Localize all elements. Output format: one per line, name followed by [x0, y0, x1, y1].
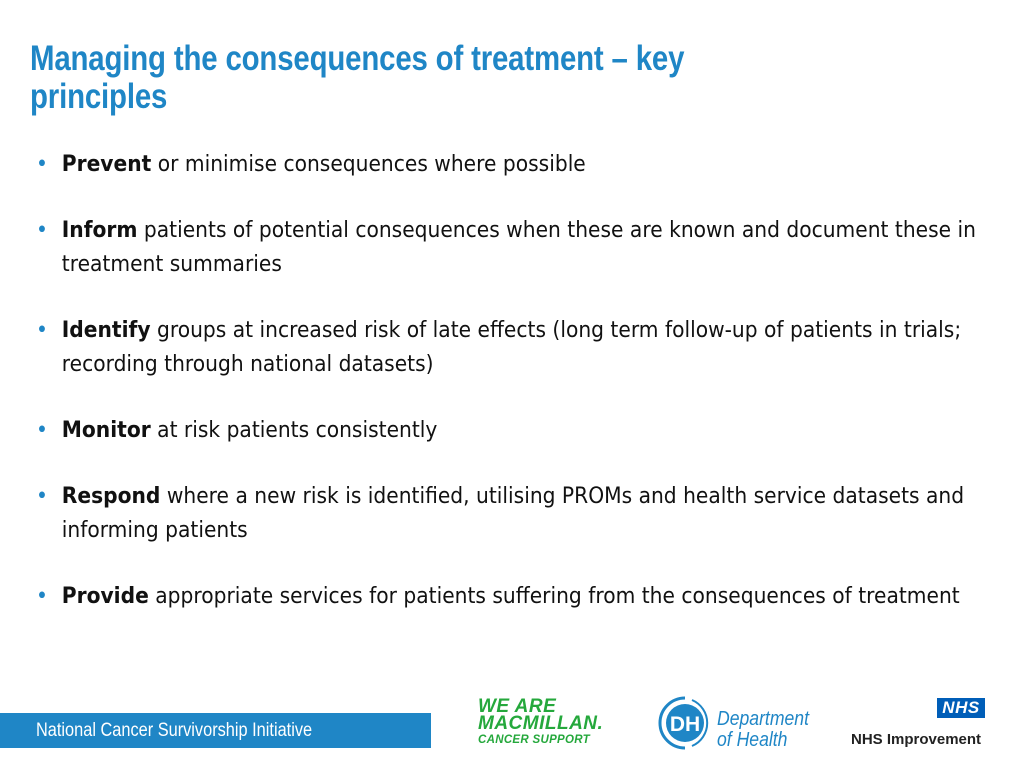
bullet-keyword: Prevent — [61, 152, 152, 177]
bullet-dot: • — [36, 418, 48, 443]
bullet-text: or minimise consequences where possible — [151, 152, 586, 177]
macmillan-logo-line3: CANCER SUPPORT — [478, 734, 590, 746]
bullet-keyword: Monitor — [61, 418, 151, 443]
nhs-improvement-label: NHS Improvement — [851, 731, 982, 748]
bullet-prevent — [36, 148, 1024, 182]
bullet-text: groups at increased risk of late effects (long term follow-up of patients in trials; recording through national datasets) — [61, 318, 962, 377]
bullet-dot: • — [36, 318, 48, 343]
bullet-text: at risk patients consistently — [150, 418, 438, 443]
dh-wordmark — [717, 709, 809, 751]
macmillan-logo-line2: MACMILLAN. — [478, 713, 604, 734]
bullet-inform — [36, 214, 1024, 282]
bullet-keyword: Respond — [61, 484, 161, 509]
bullet-text: where a new risk is identified, utilising PROMs and health service datasets and informing patients — [61, 484, 965, 543]
slide-title: Managing the consequences of treatment – key principles — [30, 39, 685, 116]
dh-crest-icon — [654, 694, 716, 752]
bullet-text: patients of potential consequences when these are known and document these in treatment summaries — [61, 218, 977, 277]
bullet-text: appropriate services for patients suffering from the consequences of treatment — [148, 584, 960, 609]
bullet-keyword: Inform — [61, 218, 138, 243]
dh-line2: of Health — [717, 729, 788, 751]
bullet-dot: • — [36, 484, 48, 509]
bullet-monitor — [36, 414, 1024, 448]
bullet-provide — [36, 580, 1024, 614]
bullet-dot: • — [36, 584, 48, 609]
macmillan-logo — [478, 697, 628, 752]
bullet-respond — [36, 480, 1024, 548]
nhs-badge: NHS — [937, 698, 985, 718]
bullet-keyword: Provide — [61, 584, 149, 609]
bullet-dot: • — [36, 218, 48, 243]
bullet-keyword: Identify — [61, 318, 151, 343]
bullet-dot: • — [36, 152, 48, 177]
footer-label: National Cancer Survivorship Initiative — [36, 720, 313, 741]
macmillan-logo-line1: WE ARE — [478, 696, 557, 717]
bullet-identify — [36, 314, 1024, 382]
dh-mark: DH — [669, 713, 701, 736]
dh-line1: Department — [717, 708, 809, 730]
